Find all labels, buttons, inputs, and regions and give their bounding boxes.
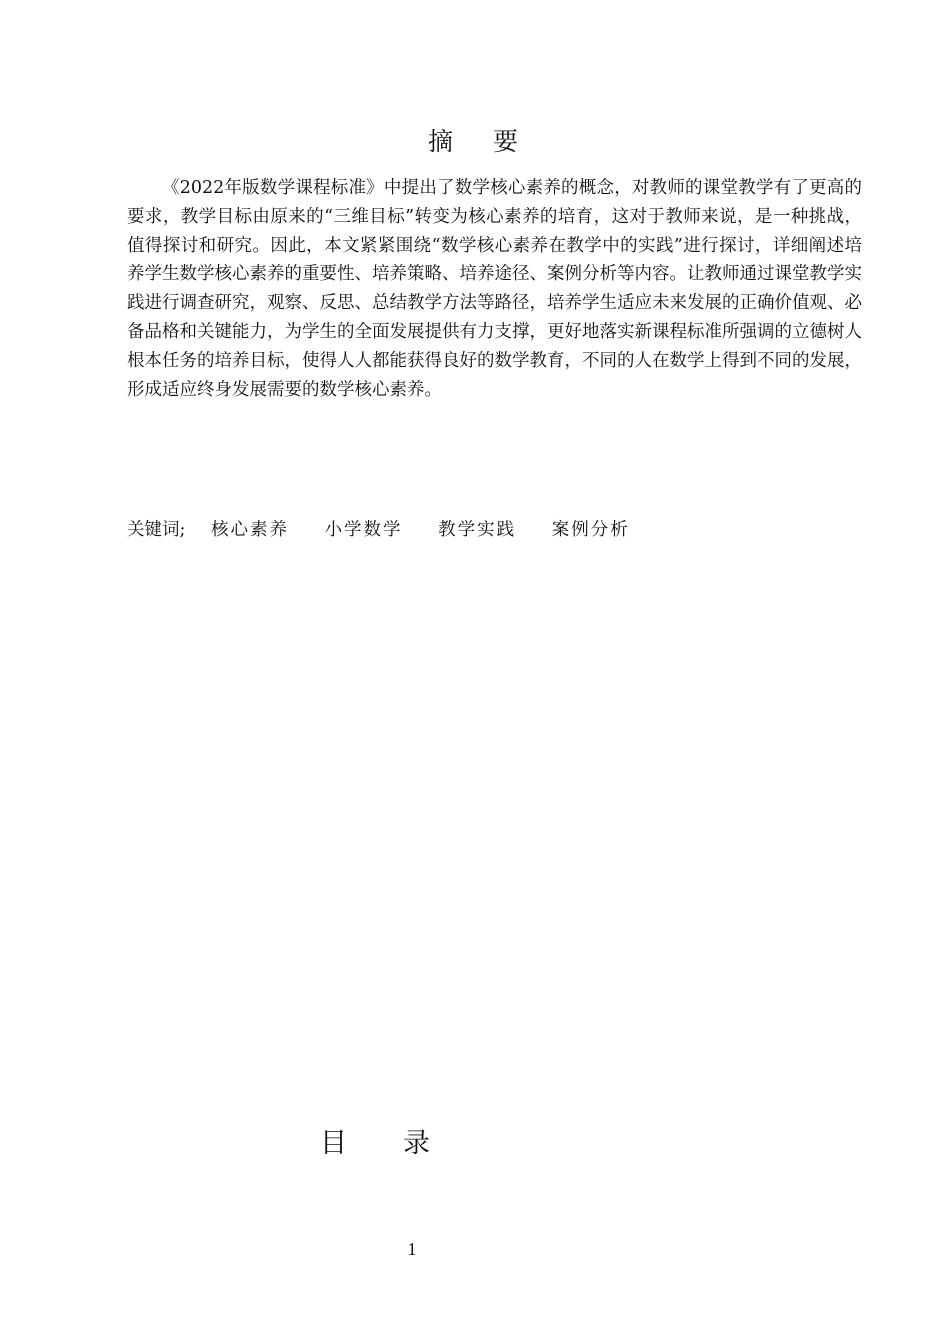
keyword-item: 小学数学 [324,520,403,540]
abstract-title: 摘要 [427,127,558,156]
page-number: 1 [407,1239,417,1259]
abstract-body: 《2022年版数学课程标准》中提出了数学核心素养的概念，对教师的课堂教学有了更高的要求，教学目标由原来的“三维目标”转变为核心素养的培育，这对于教师来说，是一种挑战，值得探讨和研究。因此，本文紧紧围绕“数学核心素养在教学中的实践”进行探讨，详细阐述培养学生数学核心素养的重要性、培养策略、培养途径、案例分析等内容。让教师通过课堂教学实践进行调查研究，观察、反思、总结教学方法等路径，培养学生适应未来发展的正确价值观、必备品格和关键能力，为学生的全面发展提供有力支撑，更好地落实新课程标准所强调的立德树人根本任务的培养目标，使得人人都能获得良好的数学教育，不同的人在数学上得到不同的发展，形成适应终身发展需要的数学核心素养。 [127,178,862,400]
keywords-label: 关键词; [127,520,186,540]
keyword-item: 教学实践 [438,520,517,540]
keyword-item: 核心素养 [210,520,289,540]
toc-title: 目录 [320,1128,486,1159]
keyword-item: 案例分析 [551,520,630,540]
keywords-line [127,515,862,545]
